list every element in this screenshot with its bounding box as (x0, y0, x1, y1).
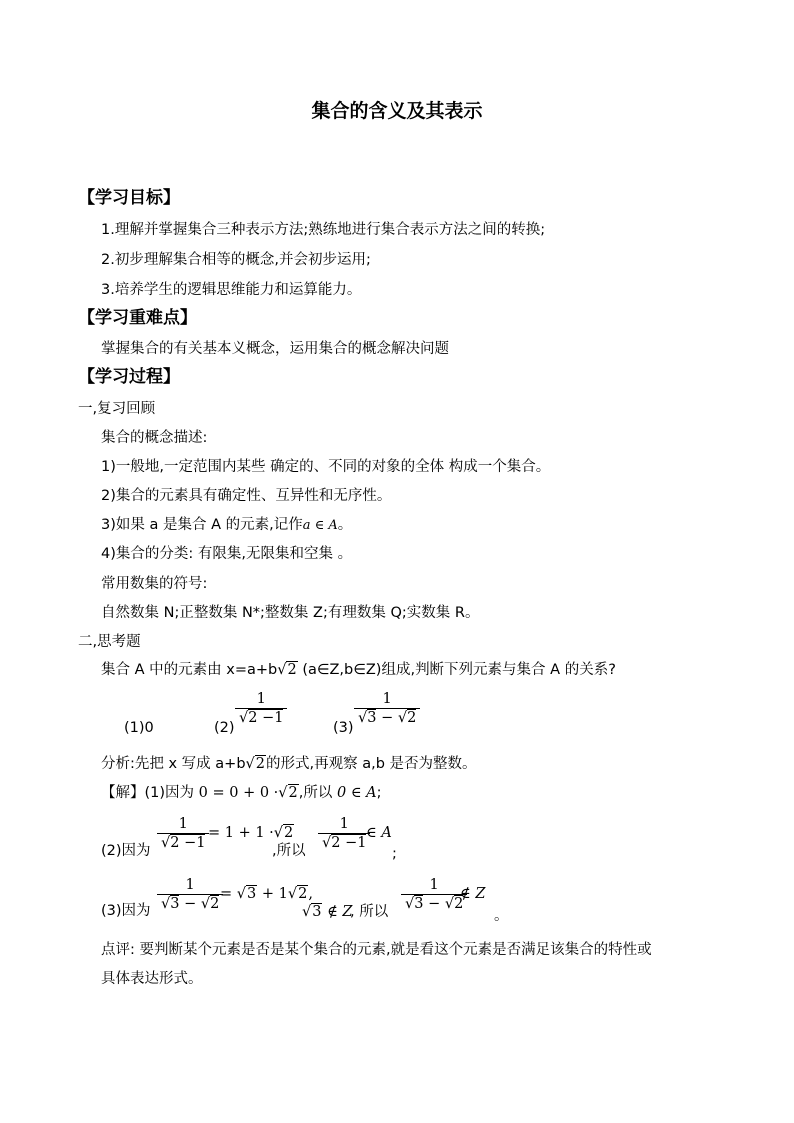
comment-line-2: 具体表达形式。 (101, 971, 203, 987)
sqrt-symbol: √2 (278, 785, 298, 801)
solution-2-membership: ∈ A (366, 825, 392, 841)
sqrt-symbol: √3 (302, 904, 322, 920)
solution-2-end: ; (392, 846, 397, 862)
symbols-intro: 常用数集的符号: (101, 576, 208, 592)
page-title: 集合的含义及其表示 (311, 100, 483, 122)
option-3-fraction: $\frac{1}{√3 - √2}$ (354, 691, 420, 727)
solution-1-label: 【解】(1)因为 (101, 785, 195, 801)
key-points-heading: 【学习重难点】 (78, 308, 197, 328)
option-2-fraction: $\frac{1}{√2 -1}$ (235, 691, 287, 727)
key-points-text: 掌握集合的有关基本义概念，运用集合的概念解决问题 (101, 341, 449, 357)
goal-item: 2.初步理解集合相等的概念,并会初步运用; (101, 252, 371, 268)
solution-1-text: ,所以 (298, 785, 333, 801)
process-heading: 【学习过程】 (78, 367, 180, 387)
problem-statement-a: 集合 A 中的元素由 x=a+b (101, 662, 278, 678)
number-set-symbols: 自然数集 N;正整数集 N*;整数集 Z;有理数集 Q;实数集 R。 (101, 605, 480, 621)
item3-prefix: 3)如果 a 是集合 A 的元素,记作 (101, 517, 303, 533)
solution-2-label: (2)因为 (101, 843, 151, 859)
concept-intro: 集合的概念描述: (101, 430, 208, 446)
sqrt-symbol: √2 (273, 825, 294, 841)
review-heading: 一,复习回顾 (78, 401, 156, 417)
goals-heading: 【学习目标】 (78, 188, 180, 208)
goal-item: 3.培养学生的逻辑思维能力和运算能力。 (101, 282, 362, 298)
solution-1-end: ; (376, 785, 382, 801)
solution-2-equation: = 1 + 1 ·√2 (208, 825, 294, 841)
sqrt-symbol: √2 (287, 886, 308, 902)
item3-suffix: 。 (337, 517, 353, 533)
review-item: 2)集合的元素具有确定性、互异性和无序性。 (101, 488, 392, 504)
solution-3-sqrt3 (302, 902, 353, 922)
problem-statement (101, 660, 616, 680)
solution-2-text: ,所以 (272, 843, 306, 859)
option-3-label: (3) (333, 720, 354, 736)
solution-3-notin-b: ∉ Z (460, 886, 486, 902)
sqrt-symbol: √2 (245, 756, 266, 772)
sqrt-symbol: √3 (236, 886, 257, 902)
solution-3-notin: ∉ Z (327, 904, 353, 920)
solution-2-fraction: $\frac{1}{√2 -1}$ (157, 816, 209, 852)
solution-2-fraction-b: $\frac{1}{√2 -1}$ (318, 816, 370, 852)
comment-line-1: 点评: 要判断某个元素是否是某个集合的元素,就是看这个元素是否满足该集合的特性或 (101, 942, 652, 958)
analysis-text-b: 的形式,再观察 a,b 是否为整数。 (266, 756, 477, 772)
solution-3-end: 。 (494, 908, 509, 924)
solution-1-membership: 0 ∈ A (337, 785, 377, 801)
solution-3-text: , 所以 (350, 904, 389, 920)
review-item: 4)集合的分类: 有限集,无限集和空集 。 (101, 546, 353, 562)
analysis-text-a: 分析:先把 x 写成 a+b (101, 756, 246, 772)
membership-formula: a ∈ A (302, 518, 338, 533)
problem-heading: 二,思考题 (78, 634, 141, 650)
solution-3-label: (3)因为 (101, 903, 151, 919)
sqrt-symbol: √2 (277, 662, 297, 678)
review-item: 1)一般地,一定范围内某些 确定的、不同的对象的全体 构成一个集合。 (101, 459, 551, 475)
solution-3-fraction: $\frac{1}{√3 - √2}$ (157, 877, 223, 913)
problem-statement-b: (a∈Z,b∈Z)组成,判断下列元素与集合 A 的关系? (302, 662, 616, 678)
option-2-label: (2) (214, 720, 235, 736)
solution-3-fraction-b: $\frac{1}{√3 - √2}$ (401, 877, 467, 913)
solution-1-equation: 0 = 0 + 0 · (198, 785, 279, 801)
solution-3-equation: = √3 + 1√2, (220, 886, 313, 902)
analysis-line (101, 754, 477, 774)
goal-item: 1.理解并掌握集合三种表示方法;熟练地进行集合表示方法之间的转换; (101, 222, 546, 238)
option-1: (1)0 (124, 720, 154, 736)
review-item (101, 515, 352, 536)
solution-1 (101, 783, 382, 803)
